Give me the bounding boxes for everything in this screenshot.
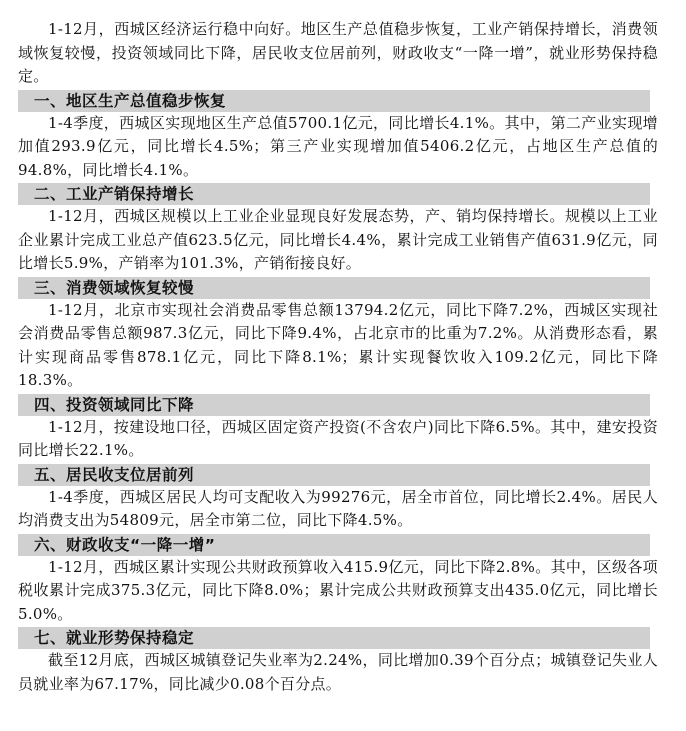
section-body-employment: 截至12月底，西城区城镇登记失业率为2.24%，同比增加0.39个百分点；城镇登记失业人员就业率为67.17%，同比减少0.08个百分点。 (18, 651, 658, 693)
section-heading-investment: 四、投资领域同比下降 (18, 394, 650, 416)
section-body-income: 1-4季度，西城区居民人均可支配收入为99276元，居全市首位，同比增长2.4%。居民人均消费支出为54809元，居全市第二位，同比下降4.5%。 (18, 487, 658, 529)
section-heading-income: 五、居民收支位居前列 (18, 464, 650, 486)
section-heading-finance: 六、财政收支“一降一增” (18, 534, 650, 556)
section-heading-employment: 七、就业形势保持稳定 (18, 627, 650, 649)
intro-paragraph: 1-12月，西城区经济运行稳中向好。地区生产总值稳步恢复，工业产销保持增长，消费领域恢复较慢，投资领域同比下降，居民收支位居前列，财政收支“一降一增”，就业形势保持稳定。 (18, 20, 658, 85)
section-heading-gdp: 一、地区生产总值稳步恢复 (18, 90, 650, 112)
section-body-gdp: 1-4季度，西城区实现地区生产总值5700.1亿元，同比增长4.1%。其中，第二产业实现增加值293.9亿元，同比增长4.5%；第三产业实现增加值5406.2亿元，占地区生产总值的94.8%，同比增长4.1%。 (18, 113, 658, 179)
section-heading-consumption: 三、消费领域恢复较慢 (18, 277, 650, 299)
section-body-industry: 1-12月，西城区规模以上工业企业显现良好发展态势，产、销均保持增长。规模以上工业企业累计完成工业总产值623.5亿元，同比增长4.4%，累计完成工业销售产值631.9亿元，同比增长5.9%，产销率为101.3%，产销衔接良好。 (18, 207, 658, 272)
section-body-finance: 1-12月，西城区累计实现公共财政预算收入415.9亿元，同比下降2.8%。其中，区级各项税收累计完成375.3亿元，同比下降8.0%；累计完成公共财政预算支出435.0亿元，同比增长5.0%。 (18, 557, 658, 623)
section-body-consumption: 1-12月，北京市实现社会消费品零售总额13794.2亿元，同比下降7.2%，西城区实现社会消费品零售总额987.3亿元，同比下降9.4%，占北京市的比重为7.2%。从消费形态看，累计实现商品零售878.1亿元，同比下降8.1%；累计实现餐饮收入109.2亿元，同比下降18.3%。 (18, 300, 658, 389)
section-heading-industry: 二、工业产销保持增长 (18, 183, 650, 205)
section-body-investment: 1-12月，按建设地口径，西城区固定资产投资(不含农户)同比下降6.5%。其中，建安投资同比增长22.1%。 (18, 417, 658, 459)
